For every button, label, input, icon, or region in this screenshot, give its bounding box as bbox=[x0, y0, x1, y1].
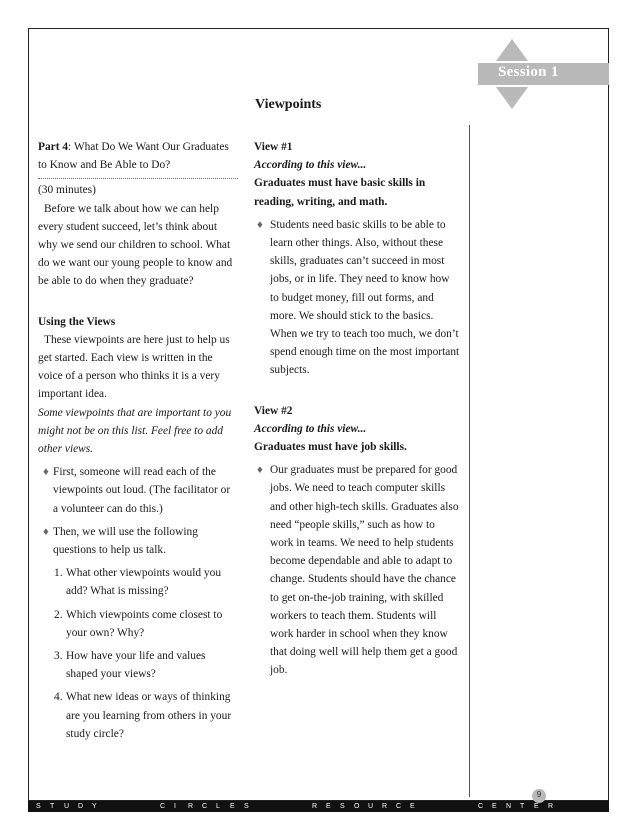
left-column bbox=[38, 138, 238, 743]
view-claim: Graduates must have basic skills in reading, writing, and math. bbox=[254, 177, 426, 208]
part-label: Part 4 bbox=[38, 141, 69, 153]
bullet-text: Then, we will use the following questions to help us talk. bbox=[53, 525, 198, 557]
footer-letter: S bbox=[36, 803, 41, 810]
footer-letter: R bbox=[312, 803, 318, 810]
footer-letter: U bbox=[64, 803, 70, 810]
diamond-bullet-icon: ♦ bbox=[257, 464, 263, 477]
bullet-text: First, someone will read each of the viewpoints out loud. (The facilitator or a volunteer can do this.) bbox=[53, 466, 231, 515]
intro-paragraph: Before we talk about how we can help every student succeed, let’s think about why we send our children to school. What do we want our young people to know and be able to do when they graduate? bbox=[38, 202, 233, 288]
footer-letter: D bbox=[78, 803, 84, 810]
view-label: View #2 bbox=[254, 404, 293, 417]
using-heading: Using the Views bbox=[38, 315, 116, 328]
footer-letter: R bbox=[382, 803, 388, 810]
question-text: Which viewpoints come closest to your own? Why? bbox=[66, 608, 223, 639]
views-column bbox=[254, 138, 460, 680]
session-label: Session 1 bbox=[498, 64, 559, 80]
view-label: View #1 bbox=[254, 141, 293, 153]
list-item bbox=[38, 523, 238, 559]
footer-letter: C bbox=[478, 803, 484, 810]
question-item bbox=[38, 647, 238, 683]
part-heading-rest: : What Do We Want Our Graduates bbox=[68, 141, 229, 153]
footer-text bbox=[36, 801, 616, 812]
footer-letter: N bbox=[506, 803, 512, 810]
page-title: Viewpoints bbox=[255, 97, 322, 112]
dotted-rule bbox=[38, 174, 238, 179]
footer-letter: E bbox=[326, 803, 331, 810]
question-text: How have your life and values shaped your views? bbox=[66, 650, 206, 681]
list-item bbox=[38, 463, 238, 518]
session-diamond-top bbox=[496, 39, 528, 61]
footer-letter: E bbox=[492, 803, 497, 810]
diamond-bullet-icon: ♦ bbox=[257, 218, 263, 231]
view-according: According to this view... bbox=[254, 159, 367, 172]
question-text: What other viewpoints would you add? What is missing? bbox=[66, 567, 222, 598]
view-body-text: Students need basic skills to be able to learn other things. Also, without these skills, graduates can’t succeed in most jobs, or in life. They need to know how to budget money, fill out forms, and more. We should stick to the basics. When we try to teach too much, we don’t spend enough time on the most important subjects. bbox=[270, 218, 460, 377]
footer-letter: C bbox=[160, 803, 166, 810]
question-number: 3. bbox=[54, 650, 63, 663]
footer-letter: C bbox=[202, 803, 208, 810]
using-paragraph: These viewpoints are here just to help us get started. Each view is written in the voice of a person who thinks it is a very important idea. bbox=[38, 333, 230, 401]
session-diamond-bottom bbox=[496, 87, 528, 109]
footer-word bbox=[478, 801, 562, 812]
footer-letter: Y bbox=[92, 803, 97, 810]
footer-letter: T bbox=[50, 803, 55, 810]
footer-letter: U bbox=[368, 803, 374, 810]
using-italic-note: Some viewpoints that are important to you might not be on this list. Feel free to add other views. bbox=[38, 406, 232, 456]
view-body-text: Our graduates must be prepared for good jobs. We need to teach computer skills and other high-tech skills. Graduates also need “people skills,” such as how to work in teams. We need to help students become dependable and able to adapt to change. Students should have the chance to get on-the-job training, with skilled workers to teach them. Students will work harder in school when they know that doing well will help them get a good job. bbox=[270, 464, 459, 677]
question-item bbox=[38, 688, 238, 743]
part-heading-line2: to Know and Be Able to Do? bbox=[38, 159, 171, 172]
footer-letter: I bbox=[174, 803, 176, 810]
question-item bbox=[38, 564, 238, 600]
question-item bbox=[38, 606, 238, 642]
footer-letter: E bbox=[410, 803, 415, 810]
view-body bbox=[254, 216, 460, 380]
question-number: 1. bbox=[54, 567, 63, 580]
footer-word bbox=[160, 801, 258, 812]
view-according: According to this view... bbox=[254, 422, 367, 435]
footer-letter: O bbox=[354, 803, 360, 810]
footer-letter: R bbox=[188, 803, 194, 810]
question-text: What new ideas or ways of thinking are you learning from others in your study circle? bbox=[66, 691, 232, 740]
view-claim: Graduates must have job skills. bbox=[254, 441, 407, 454]
footer-letter: C bbox=[396, 803, 402, 810]
page-number: 9 bbox=[536, 790, 542, 799]
footer-word bbox=[36, 801, 106, 812]
footer-letter: E bbox=[534, 803, 539, 810]
footer-letter: E bbox=[230, 803, 235, 810]
question-number: 4. bbox=[54, 691, 63, 704]
column-divider bbox=[469, 125, 470, 797]
footer-letter: S bbox=[244, 803, 249, 810]
footer-letter: S bbox=[340, 803, 345, 810]
footer-word bbox=[312, 801, 424, 812]
part-heading bbox=[38, 138, 238, 156]
diamond-bullet-icon: ♦ bbox=[43, 525, 49, 538]
diamond-bullet-icon: ♦ bbox=[43, 466, 49, 479]
duration: (30 minutes) bbox=[38, 184, 96, 197]
footer-letter: T bbox=[520, 803, 525, 810]
footer-letter: L bbox=[216, 803, 220, 810]
footer-letter: R bbox=[548, 803, 554, 810]
question-number: 2. bbox=[54, 608, 63, 621]
view-body bbox=[254, 461, 460, 679]
